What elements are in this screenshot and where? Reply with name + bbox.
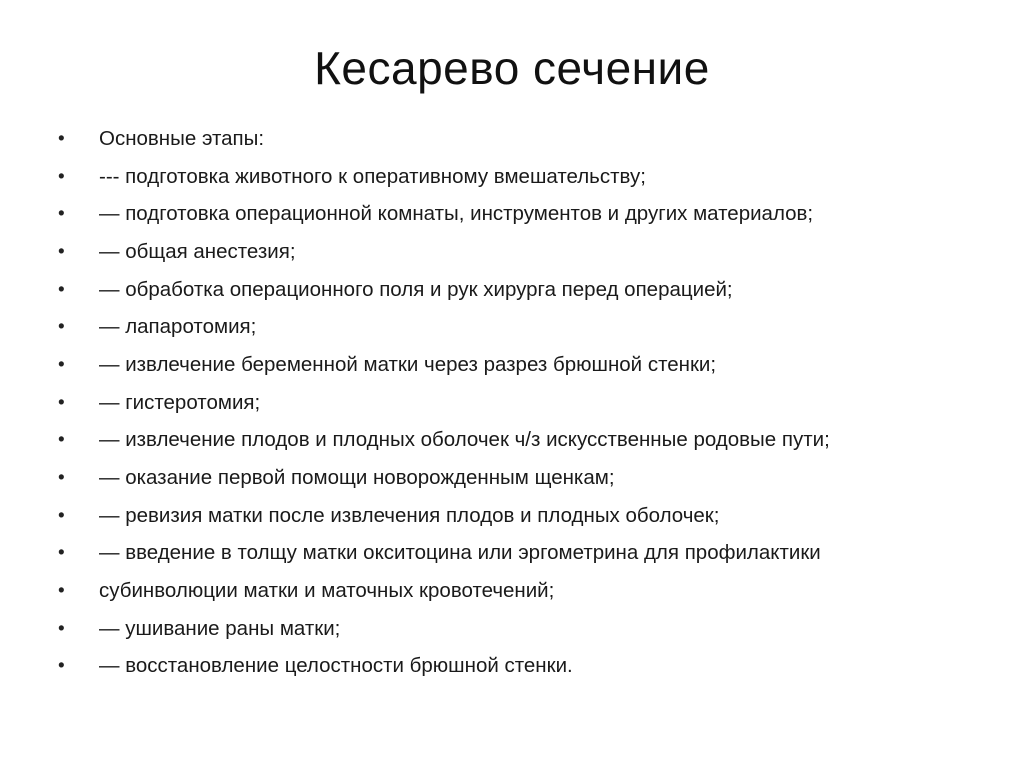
- list-item-text: — извлечение беременной матки через разрез брюшной стенки;: [99, 352, 717, 376]
- bullet-icon: •: [58, 429, 65, 451]
- slide-title: Кесарево сечение: [314, 42, 710, 94]
- bullet-icon: •: [58, 166, 65, 188]
- list-item: [58, 610, 1008, 648]
- bullet-icon: •: [58, 203, 65, 225]
- list-item-text: — ревизия матки после извлечения плодов и плодных оболочек;: [99, 503, 720, 527]
- list-item: [58, 271, 1008, 309]
- list-item: [58, 535, 1008, 573]
- list-item: [58, 346, 1008, 384]
- bullet-icon: •: [58, 467, 65, 489]
- list-item-text: — гистеротомия;: [99, 390, 261, 414]
- bullet-icon: •: [58, 279, 65, 301]
- bullet-list: [58, 120, 1008, 685]
- list-item-text: Основные этапы:: [99, 126, 265, 150]
- list-item-text: — введение в толщу матки окситоцина или эргометрина для профилактики: [99, 541, 821, 565]
- list-item: [58, 497, 1008, 535]
- list-item: [58, 195, 1008, 233]
- bullet-icon: •: [58, 241, 65, 263]
- list-item-text: — извлечение плодов и плодных оболочек ч/з искусственные родовые пути;: [99, 428, 830, 452]
- list-item: [58, 648, 1008, 686]
- list-item-text: — обработка операционного поля и рук хирурга перед операцией;: [99, 277, 733, 301]
- bullet-icon: •: [58, 316, 65, 338]
- bullet-icon: •: [58, 580, 65, 602]
- list-item: [58, 308, 1008, 346]
- bullet-icon: •: [58, 542, 65, 564]
- list-item-text: субинволюции матки и маточных кровотечений;: [99, 578, 555, 602]
- list-item-text: — подготовка операционной комнаты, инструментов и других материалов;: [99, 201, 814, 225]
- list-item: [58, 422, 1008, 460]
- list-item: [58, 384, 1008, 422]
- list-item-text: — общая анестезия;: [99, 239, 296, 263]
- bullet-icon: •: [58, 354, 65, 376]
- list-item: [58, 158, 1008, 196]
- list-item: [58, 233, 1008, 271]
- bullet-icon: •: [58, 392, 65, 414]
- bullet-icon: •: [58, 128, 65, 150]
- list-item: [58, 459, 1008, 497]
- list-item-text: — ушивание раны матки;: [99, 616, 341, 640]
- bullet-icon: •: [58, 655, 65, 677]
- list-item-text: — восстановление целостности брюшной стенки.: [99, 654, 573, 678]
- list-item: [58, 120, 1008, 158]
- bullet-icon: •: [58, 505, 65, 527]
- list-item-text: — лапаротомия;: [99, 315, 257, 339]
- list-item-text: --- подготовка животного к оперативному вмешательству;: [99, 164, 646, 188]
- list-item-text: — оказание первой помощи новорожденным щенкам;: [99, 465, 615, 489]
- list-item: [58, 572, 1008, 610]
- bullet-icon: •: [58, 618, 65, 640]
